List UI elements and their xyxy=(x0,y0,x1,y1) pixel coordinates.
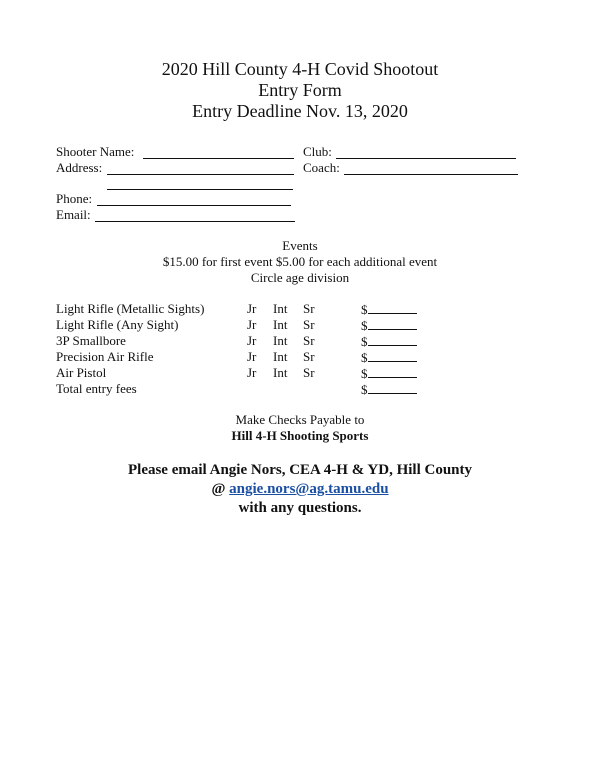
form-title: 2020 Hill County 4-H Covid Shootout xyxy=(161,59,439,79)
phone-field[interactable] xyxy=(97,205,291,206)
club-label: Club: xyxy=(303,144,332,159)
age-division-option[interactable]: Sr xyxy=(303,349,315,364)
payable-to-name: Hill 4-H Shooting Sports xyxy=(231,428,369,443)
contact-email-link[interactable]: angie.nors@ag.tamu.edu xyxy=(229,481,389,497)
total-fee-field[interactable] xyxy=(361,381,417,398)
shooter-name-field[interactable] xyxy=(143,158,294,159)
age-division-option[interactable]: Int xyxy=(273,349,288,364)
dollar-sign: $ xyxy=(361,350,368,365)
events-pricing: $15.00 for first event $5.00 for each additional event xyxy=(162,254,438,269)
dollar-sign: $ xyxy=(361,366,368,381)
age-division-option[interactable]: Jr xyxy=(247,333,257,348)
club-field[interactable] xyxy=(336,158,516,159)
contact-line: Please email Angie Nors, CEA 4-H & YD, Hill County xyxy=(127,462,472,478)
event-fee-blank[interactable] xyxy=(368,349,417,362)
event-name: Light Rifle (Any Sight) xyxy=(56,317,179,332)
event-fee-field[interactable] xyxy=(361,301,417,318)
event-fee-blank[interactable] xyxy=(368,317,417,330)
event-name: 3P Smallbore xyxy=(56,333,126,348)
event-name: Precision Air Rifle xyxy=(56,349,154,364)
age-division-instruction: Circle age division xyxy=(250,270,350,285)
dollar-sign: $ xyxy=(361,334,368,349)
event-name: Air Pistol xyxy=(56,365,107,380)
contact-email-line xyxy=(0,480,600,499)
dollar-sign: $ xyxy=(361,382,368,397)
age-division-option[interactable]: Jr xyxy=(247,365,257,380)
age-division-option[interactable]: Jr xyxy=(247,349,257,364)
age-division-option[interactable]: Int xyxy=(273,333,288,348)
shooter-name-label: Shooter Name: xyxy=(56,144,135,159)
email-field[interactable] xyxy=(95,221,295,222)
event-fee-field[interactable] xyxy=(361,349,417,366)
event-fee-blank[interactable] xyxy=(368,333,417,346)
age-division-option[interactable]: Sr xyxy=(303,333,315,348)
event-fee-field[interactable] xyxy=(361,365,417,382)
address-field[interactable] xyxy=(107,174,294,175)
age-division-option[interactable]: Int xyxy=(273,365,288,380)
email-label: Email: xyxy=(56,207,91,222)
age-division-option[interactable]: Sr xyxy=(303,317,315,332)
age-division-option[interactable]: Jr xyxy=(247,317,257,332)
age-division-option[interactable]: Sr xyxy=(303,365,315,380)
coach-label: Coach: xyxy=(303,160,340,175)
address-field-line-2[interactable] xyxy=(107,189,293,190)
coach-field[interactable] xyxy=(344,174,518,175)
entry-deadline: Entry Deadline Nov. 13, 2020 xyxy=(192,101,408,121)
dollar-sign: $ xyxy=(361,302,368,317)
age-division-option[interactable]: Int xyxy=(273,317,288,332)
event-name: Light Rifle (Metallic Sights) xyxy=(56,301,205,316)
age-division-option[interactable]: Int xyxy=(273,301,288,316)
total-fee-blank[interactable] xyxy=(368,381,417,394)
payable-to-label: Make Checks Payable to xyxy=(235,412,365,427)
phone-label: Phone: xyxy=(56,191,93,206)
form-subtitle: Entry Form xyxy=(258,80,342,100)
event-fee-field[interactable] xyxy=(361,317,417,334)
at-symbol: @ xyxy=(211,481,226,497)
age-division-option[interactable]: Sr xyxy=(303,301,315,316)
contact-questions-line: with any questions. xyxy=(238,500,362,516)
event-fee-blank[interactable] xyxy=(368,301,417,314)
age-division-option[interactable]: Jr xyxy=(247,301,257,316)
address-label: Address: xyxy=(56,160,103,175)
dollar-sign: $ xyxy=(361,318,368,333)
events-heading: Events xyxy=(282,238,318,253)
event-fee-field[interactable] xyxy=(361,333,417,350)
total-fees-label: Total entry fees xyxy=(56,381,137,396)
event-fee-blank[interactable] xyxy=(368,365,417,378)
